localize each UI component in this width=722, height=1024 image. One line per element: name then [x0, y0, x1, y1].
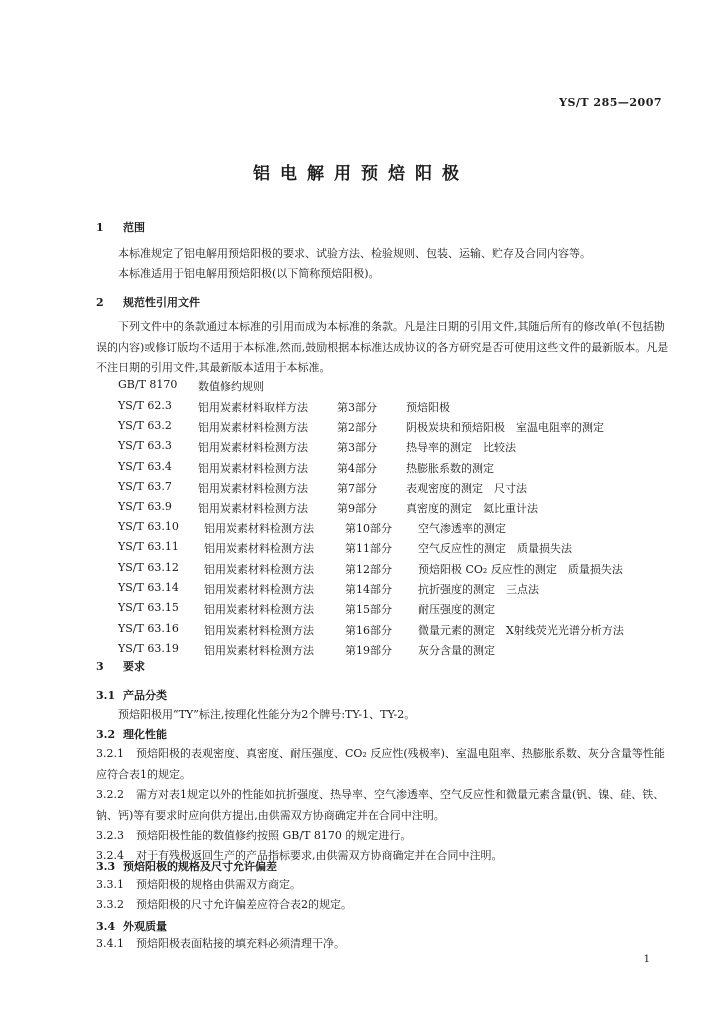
reference-method: 空气反应性的测定 质量损失法	[418, 542, 572, 555]
reference-code: YS/T 63.3	[118, 439, 172, 452]
references-intro-paragraph: 下列文件中的条款通过本标准的引用而成为本标准的条款。凡是注日期的引用文件,其随后所有的修改单(不包括勘误的内容)或修订版均不适用于本标准,然而,鼓励根据本标准达成协议的各方研究是否可使用这些文件的最新版本。凡是不注日期的引用文件,其最新版本适用于本标准。	[96, 320, 669, 374]
clause-text: 预焙阳极表面粘接的填充料必须清理干净。	[136, 937, 345, 950]
document-title: 铝电解用预焙阳极	[253, 164, 469, 184]
reference-code: YS/T 63.4	[118, 460, 172, 473]
reference-method: 表观密度的测定 尺寸法	[406, 482, 527, 495]
reference-method: 热导率的测定 比较法	[406, 441, 516, 454]
reference-code: YS/T 62.3	[118, 399, 172, 412]
reference-part: 第3部分	[337, 441, 377, 454]
subsection-number: 3.1	[96, 689, 116, 702]
reference-part: 第2部分	[337, 421, 377, 434]
section-number: 1	[96, 221, 104, 234]
reference-part: 第3部分	[337, 401, 377, 414]
subsection-3-3-heading	[96, 858, 277, 874]
reference-method: 抗折强度的测定 三点法	[418, 583, 539, 596]
reference-title: 数值修约规则	[198, 380, 264, 393]
clause-number: 3.3.1	[96, 878, 124, 891]
reference-method: 预焙阳极 CO₂ 反应性的测定 质量损失法	[418, 563, 623, 576]
reference-part: 第16部分	[345, 624, 392, 637]
reference-title: 铝用炭素材料取样方法	[198, 401, 308, 414]
reference-method: 灰分含量的测定	[418, 644, 495, 657]
reference-code: YS/T 63.2	[118, 419, 172, 432]
clause-number: 3.2.3	[96, 829, 124, 842]
reference-code: YS/T 63.15	[118, 601, 179, 614]
reference-code: YS/T 63.14	[118, 581, 179, 594]
clause-text: 预焙阳极的尺寸允许偏差应符合表2的规定。	[136, 898, 352, 911]
reference-method: 空气渗透率的测定	[418, 522, 506, 535]
reference-title: 铝用炭素材料检测方法	[198, 441, 308, 454]
reference-part: 第10部分	[345, 522, 392, 535]
clause-3-2-1	[96, 743, 672, 785]
reference-part: 第15部分	[345, 603, 392, 616]
reference-title: 铝用炭素材料检测方法	[198, 482, 308, 495]
subsection-title: 预焙阳极的规格及尺寸允许偏差	[123, 860, 277, 873]
reference-title: 铝用炭素材料检测方法	[204, 583, 314, 596]
reference-code: GB/T 8170	[118, 378, 178, 391]
reference-part: 第9部分	[337, 502, 377, 515]
section-title: 范围	[123, 221, 145, 234]
subsection-title: 产品分类	[123, 689, 167, 702]
section-title: 规范性引用文件	[123, 296, 200, 309]
reference-method: 预焙阳极	[406, 401, 450, 414]
reference-part: 第12部分	[345, 563, 392, 576]
subsection-title: 理化性能	[123, 728, 167, 741]
section-3-heading	[96, 658, 145, 674]
reference-part: 第4部分	[337, 462, 377, 475]
reference-title: 铝用炭素材料检测方法	[198, 502, 308, 515]
reference-code: YS/T 63.11	[118, 540, 179, 553]
reference-part: 第7部分	[337, 482, 377, 495]
reference-code: YS/T 63.9	[118, 500, 172, 513]
subsection-number: 3.2	[96, 728, 116, 741]
reference-method: 耐压强度的测定	[418, 603, 495, 616]
reference-part: 第19部分	[345, 644, 392, 657]
subsection-number: 3.4	[96, 920, 116, 933]
reference-method: 微量元素的测定 X射线荧光光谱分析方法	[418, 624, 624, 637]
clause-text: 对于有残极返回生产的产品指标要求,由供需双方协商确定并在合同中注明。	[136, 849, 503, 862]
clause-3-4-1	[96, 933, 672, 954]
clause-number: 3.4.1	[96, 937, 124, 950]
reference-method: 阴极炭块和预焙阳极 室温电阻率的测定	[406, 421, 604, 434]
reference-title: 铝用炭素材料检测方法	[204, 563, 314, 576]
clause-text: 预焙阳极的表观密度、真密度、耐压强度、CO₂ 反应性(残极率)、室温电阻率、热膨胀系数、灰分含量等性能应符合表1的规定。	[96, 747, 665, 781]
reference-title: 铝用炭素材料检测方法	[198, 421, 308, 434]
reference-part: 第11部分	[345, 542, 392, 555]
reference-title: 铝用炭素材料检测方法	[204, 603, 314, 616]
clause-3-3-1	[96, 874, 672, 895]
standard-code: YS/T 285—2007	[559, 96, 662, 109]
scope-paragraph-1: 本标准规定了铝电解用预焙阳极的要求、试验方法、检验规则、包装、运输、贮存及合同内容等。	[118, 247, 591, 260]
clause-3-3-2	[96, 894, 672, 915]
clause-3-2-2	[96, 784, 672, 826]
clause-3-2-3	[96, 825, 672, 846]
subsection-number: 3.3	[96, 860, 116, 873]
reference-method: 热膨胀系数的测定	[406, 462, 494, 475]
clause-text: 需方对表1规定以外的性能如抗折强度、热导率、空气渗透率、空气反应性和微量元素含量(钒、镍、硅、铁、钠、钙)等有要求时应向供方提出,由供需双方协商确定并在合同中注明。	[96, 788, 665, 822]
product-classification-text: 预焙阳极用“TY”标注,按理化性能分为2个牌号:TY-1、TY-2。	[118, 708, 416, 721]
clause-number: 3.2.2	[96, 788, 124, 801]
reference-title: 铝用炭素材料检测方法	[204, 624, 314, 637]
clause-number: 3.3.2	[96, 898, 124, 911]
reference-code: YS/T 63.7	[118, 480, 172, 493]
reference-method: 真密度的测定 氦比重计法	[406, 502, 538, 515]
section-number: 2	[96, 296, 104, 309]
reference-code: YS/T 63.12	[118, 561, 179, 574]
clause-text: 预焙阳极性能的数值修约按照 GB/T 8170 的规定进行。	[136, 829, 412, 842]
reference-title: 铝用炭素材料检测方法	[204, 522, 314, 535]
section-1-heading	[96, 219, 145, 235]
section-title: 要求	[123, 660, 145, 673]
section-number: 3	[96, 660, 104, 673]
clause-number: 3.2.4	[96, 849, 124, 862]
reference-code: YS/T 63.16	[118, 622, 179, 635]
section-2-heading	[96, 294, 200, 310]
reference-part: 第14部分	[345, 583, 392, 596]
subsection-3-1-heading	[96, 687, 167, 703]
clause-text: 预焙阳极的规格由供需双方商定。	[136, 878, 301, 891]
reference-code: YS/T 63.19	[118, 642, 179, 655]
subsection-3-4-heading	[96, 918, 167, 934]
scope-paragraph-2: 本标准适用于铝电解用预焙阳极(以下简称预焙阳极)。	[118, 267, 380, 280]
reference-code: YS/T 63.10	[118, 520, 179, 533]
reference-title: 铝用炭素材料检测方法	[198, 462, 308, 475]
reference-title: 铝用炭素材料检测方法	[204, 644, 314, 657]
subsection-title: 外观质量	[123, 920, 167, 933]
reference-title: 铝用炭素材料检测方法	[204, 542, 314, 555]
page-number: 1	[643, 954, 650, 965]
clause-number: 3.2.1	[96, 747, 124, 760]
subsection-3-2-heading	[96, 726, 167, 742]
